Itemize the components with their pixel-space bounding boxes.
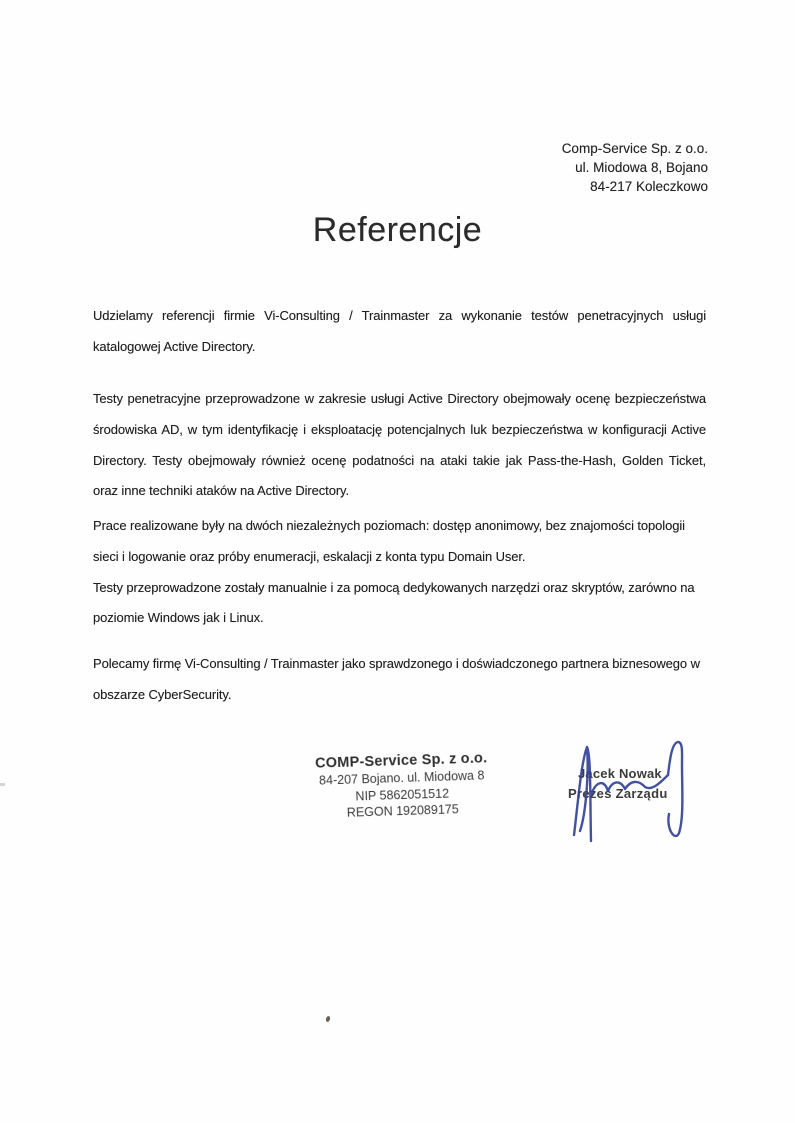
- paragraph-methodology-tools: Testy przeprowadzone zostały manualnie i za pomocą dedykowanych narzędzi oraz skryptów, zarówno na poziomie Windows jak i Linux.: [93, 579, 695, 626]
- signature-stroke-middle: [591, 775, 668, 795]
- handwritten-signature-icon: [540, 733, 710, 848]
- document-title: Referencje: [312, 211, 483, 249]
- signatory-name: Jacek Nowak: [578, 766, 662, 781]
- letterhead-street: ul. Miodowa 8, Bojano: [575, 160, 708, 175]
- stamp-nip: NIP 5862051512: [355, 786, 450, 803]
- signature-block: [540, 733, 710, 848]
- letterhead-address: [562, 139, 708, 196]
- stamp-company-name: COMP-Service Sp. z o.o.: [314, 750, 488, 772]
- signature-stroke-left: [574, 747, 591, 841]
- paragraph-scope-text: Testy penetracyjne przeprowadzone w zakresie usługi Active Directory obejmowały ocenę bezpieczeństwa środowiska AD, w tym identyfikację i eksploatację potencjalnych luk bezpieczeństwa w konfiguracji Active Directory. Testy obejmowały również ocenę podatności na ataki takie jak Pass-the-Hash, Golden Ticket, oraz inne techniki ataków na Active Directory.: [93, 391, 706, 499]
- paragraph-scope: [93, 384, 706, 507]
- scan-speck-artifact: [325, 1016, 331, 1023]
- paragraph-intro-text: Udzielamy referencji firmie Vi-Consulting / Trainmaster za wykonanie testów penetracyjnych usługi katalogowej Active Directory.: [93, 308, 706, 354]
- stamp-regon: REGON 192089175: [346, 802, 459, 820]
- scan-edge-artifact: [0, 783, 5, 786]
- paragraph-methodology-levels: Prace realizowane były na dwóch niezależnych poziomach: dostęp anonimowy, bez znajomości topologii sieci i logowanie oraz próby enumeracji, eskalacji z konta typu Domain User.: [93, 518, 685, 564]
- paragraph-methodology: [93, 511, 706, 634]
- letterhead-postal: 84-217 Koleczkowo: [590, 179, 708, 194]
- letterhead-company: Comp-Service Sp. z o.o.: [561, 141, 708, 156]
- paragraph-intro: [93, 301, 706, 363]
- signature-stroke-loop: [668, 742, 682, 836]
- stamp-address: 84-207 Bojano. ul. Miodowa 8: [318, 768, 485, 788]
- signatory-role: Prezes Zarządu: [568, 786, 668, 801]
- paragraph-recommendation: [93, 649, 706, 711]
- company-stamp: [292, 749, 512, 823]
- paragraph-recommendation-text: Polecamy firmę Vi-Consulting / Trainmaster jako sprawdzonego i doświadczonego partnera biznesowego w obszarze CyberSecurity.: [93, 656, 700, 702]
